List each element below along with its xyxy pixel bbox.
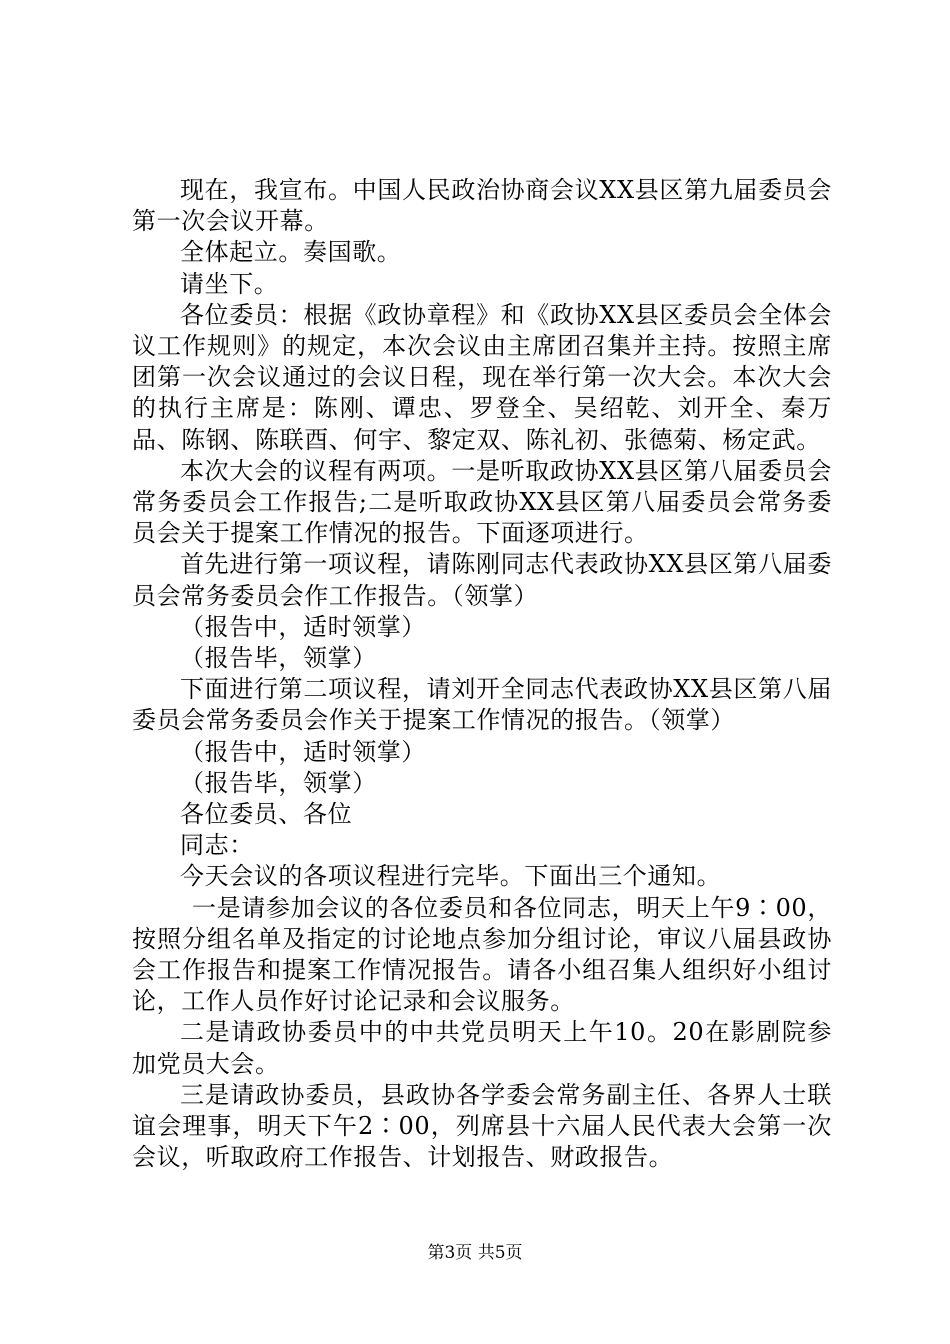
paragraph-notices-intro: 今天会议的各项议程进行完毕。下面出三个通知。 bbox=[180, 862, 722, 891]
paragraph-applause-after-2: （报告毕，领掌） bbox=[180, 768, 377, 797]
paragraph-notice-three: 三是请政协委员，县政协各学委会常务副主任、各界人士联谊会理事，明天下午2∶00，列席县十六届人民代表大会第一次会议，听取政府工作报告、计划报告、财政报告。 bbox=[132, 1080, 832, 1172]
paragraph-notice-two: 二是请政协委员中的中共党员明天上午10。20在影剧院参加党员大会。 bbox=[132, 1018, 832, 1078]
paragraph-sit-down: 请坐下。 bbox=[180, 269, 279, 298]
paragraph-opening-declaration: 现在，我宣布。中国人民政治协商会议XX县区第九届委员会第一次会议开幕。 bbox=[132, 176, 832, 236]
paragraph-applause-during-2: （报告中，适时领掌） bbox=[180, 737, 426, 766]
paragraph-address-members: 各位委员、各位 bbox=[180, 800, 353, 829]
paragraph-applause-during-1: （报告中，适时领掌） bbox=[180, 612, 426, 641]
paragraph-first-item: 首先进行第一项议程，请陈刚同志代表政协XX县区第八届委员会常务委员会作工作报告。（领掌） bbox=[132, 550, 832, 610]
page-number-footer: 第3页 共5页 bbox=[427, 1243, 523, 1263]
paragraph-address-comrades: 同志： bbox=[180, 831, 254, 860]
paragraph-applause-after-1: （报告毕，领掌） bbox=[180, 644, 377, 673]
paragraph-presidium: 各位委员：根据《政协章程》和《政协XX县区委员会全体会议工作规则》的规定，本次会议由主席团召集并主持。按照主席团第一次会议通过的会议日程，现在举行第一次大会。本次大会的执行主席是：陈刚、谭忠、罗登全、吴绍乾、刘开全、秦万品、陈钢、陈联酉、何宇、黎定双、陈礼初、张德菊、杨定武。 bbox=[132, 300, 832, 454]
paragraph-stand-anthem: 全体起立。奏国歌。 bbox=[180, 238, 402, 267]
paragraph-notice-one: 一是请参加会议的各位委员和各位同志，明天上午9∶00，按照分组名单及指定的讨论地点参加分组讨论，审议八届县政协会工作报告和提案工作情况报告。请各小组召集人组织好小组讨论，工作人员作好讨论记录和会议服务。 bbox=[132, 893, 832, 1016]
paragraph-agenda: 本次大会的议程有两项。一是听取政协XX县区第八届委员会常务委员会工作报告;二是听取政协XX县区第八届委员会常务委员会关于提案工作情况的报告。下面逐项进行。 bbox=[132, 456, 832, 548]
document-body bbox=[132, 175, 832, 1174]
paragraph-second-item: 下面进行第二项议程，请刘开全同志代表政协XX县区第八届委员会常务委员会作关于提案工作情况的报告。（领掌） bbox=[132, 675, 832, 735]
